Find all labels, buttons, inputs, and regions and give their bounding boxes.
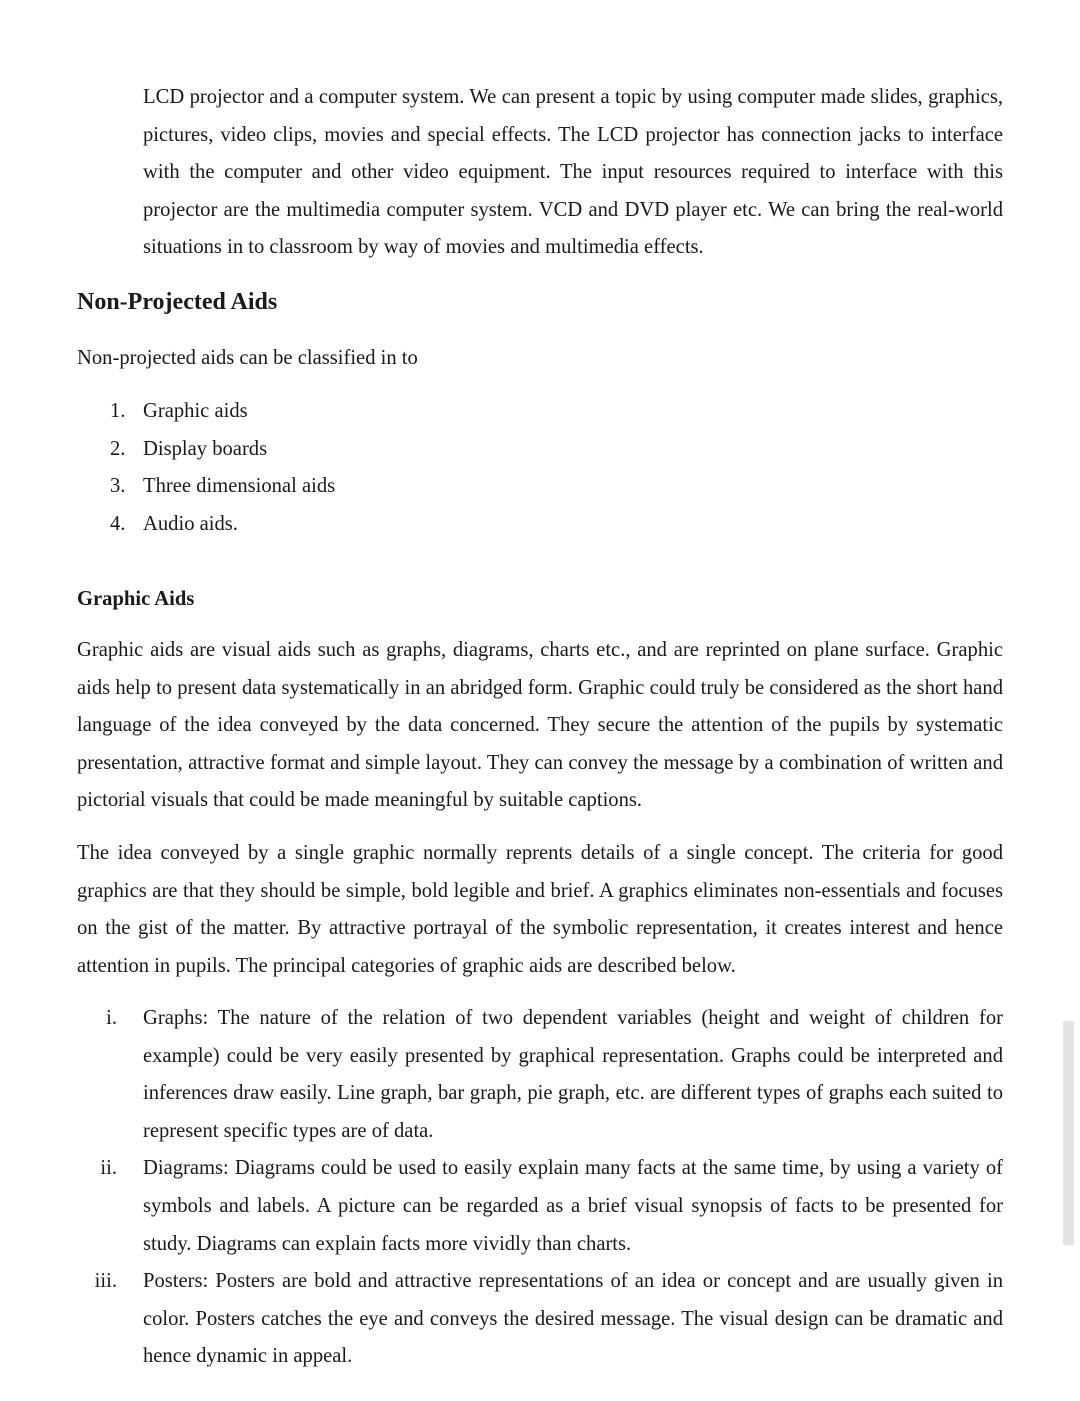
- list-item-number: i.: [106, 1007, 117, 1029]
- list-item-text: Graphs: The nature of the relation of two dependent variables (height and weight of children for example) could be very easily presented by graphical representation. Graphs could be interpreted and inferences draw easily. Line graph, bar graph, pie graph, etc. are different types of graphs each suited to represent specific types are of data.: [143, 1007, 1003, 1142]
- intro-paragraph: LCD projector and a computer system. We can present a topic by using computer made slides, graphics, pictures, video clips, movies and special effects. The LCD projector has connection jacks to interface with the computer and other video equipment. The input resources required to interface with this projector are the multimedia computer system. VCD and DVD player etc. We can bring the real-world situations in to classroom by way of movies and multimedia effects.: [143, 86, 1003, 259]
- list-item-text: Diagrams: Diagrams could be used to easily explain many facts at the same time, by using a variety of symbols and labels. A picture can be regarded as a brief visual synopsis of facts to be presented for study. Diagrams can explain facts more vividly than charts.: [143, 1157, 1003, 1255]
- scrollbar[interactable]: [1063, 1021, 1074, 1245]
- list-item: [77, 468, 677, 506]
- list-item-number: iii.: [94, 1270, 117, 1293]
- list-item-text: Display boards: [143, 437, 268, 460]
- section-heading-graphic-aids: Graphic Aids: [77, 588, 195, 610]
- list-item-number: 1.: [110, 400, 126, 422]
- section-heading-non-projected-aids: Non-Projected Aids: [77, 289, 278, 315]
- list-item-text: Posters: Posters are bold and attractive representations of an idea or concept and are usually given in color. Posters catches the eye and conveys the desired message. The visual design can be dramatic and hence dynamic in appeal.: [143, 1270, 1003, 1368]
- list-item: [77, 393, 677, 431]
- graphic-aids-paragraph-1: Graphic aids are visual aids such as graphs, diagrams, charts etc., and are reprinted on plane surface. Graphic aids help to present data systematically in an abridged form. Graphic could truly be considered as the short hand language of the idea conveyed by the data concerned. They secure the attention of the pupils by systematic presentation, attractive format and simple layout. They can convey the message by a combination of written and pictorial visuals that could be made meaningful by suitable captions.: [77, 639, 1003, 812]
- list-item-text: Audio aids.: [143, 512, 238, 535]
- list-item-number: 2.: [110, 437, 126, 460]
- list-item: [77, 506, 677, 544]
- list-item-text: Graphic aids: [143, 400, 248, 422]
- list-item-number: 3.: [110, 475, 126, 498]
- classification-intro: Non-projected aids can be classified in to: [77, 347, 418, 369]
- graphic-aids-paragraph-2: The idea conveyed by a single graphic normally reprents details of a single concept. The criteria for good graphics are that they should be simple, bold legible and brief. A graphics eliminates non-essentials and focuses on the gist of the matter. By attractive portrayal of the symbolic representation, it creates interest and hence attention in pupils. The principal categories of graphic aids are described below.: [77, 842, 1003, 977]
- list-item: [77, 431, 677, 469]
- graphic-aids-categories-list: [77, 1000, 1003, 1376]
- non-projected-aids-list: [77, 393, 677, 543]
- list-item: [77, 1000, 1003, 1150]
- list-item-text: Three dimensional aids: [143, 475, 336, 498]
- list-item: [77, 1263, 1003, 1376]
- list-item: [77, 1150, 1003, 1263]
- list-item-number: ii.: [100, 1157, 117, 1180]
- list-item-number: 4.: [110, 512, 126, 535]
